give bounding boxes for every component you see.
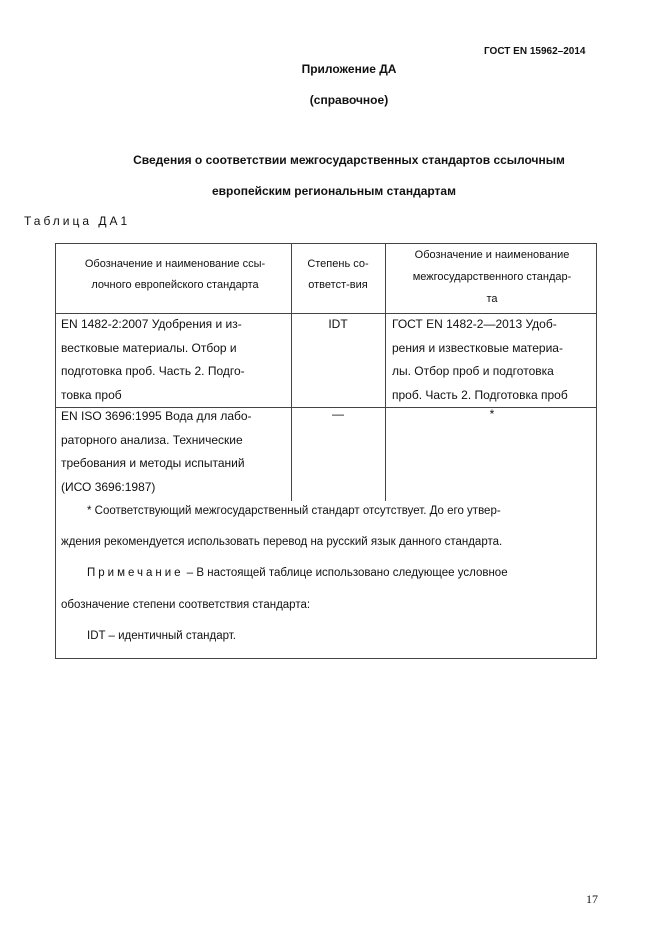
- row1-gost-line: рения и известковые материа-: [392, 340, 563, 355]
- header-col3-line: та: [486, 293, 498, 305]
- header-col1-line: Обозначение и наименование ссы-: [84, 258, 266, 270]
- appendix-note: (справочное): [309, 93, 389, 107]
- row1-gost-line: лы. Отбор проб и подготовка: [392, 364, 554, 378]
- header-col2: [294, 254, 382, 296]
- table-divider-col2: [385, 243, 386, 501]
- table-note: [87, 558, 592, 588]
- appendix-title: Приложение ДА: [301, 62, 397, 76]
- header-col3-line: межгосударственного стандар-: [412, 271, 572, 283]
- row1-standard-line: вестковые материалы. Отбор и: [61, 340, 237, 355]
- row2-standard-line: требования и методы испытаний: [61, 456, 245, 470]
- section-heading-line1: Сведения о соответствии межгосударственных стандартов ссылочным: [133, 153, 565, 167]
- row2-gost: *: [489, 407, 495, 421]
- footnote-line1: * Соответствующий межгосударственный стандарт отсутствует. До его утвер-: [87, 505, 501, 517]
- row2-degree: —: [332, 407, 344, 421]
- row1-gost-line: проб. Часть 2. Подготовка проб: [392, 387, 568, 402]
- table-note-line2: обозначение степени соответствия стандарта:: [61, 599, 311, 611]
- row1-standard-line: EN 1482-2:2007 Удобрения и из-: [61, 317, 242, 331]
- row1-standard-line: товка проб: [61, 387, 122, 402]
- footnote-line2: ждения рекомендуется использовать перевод на русский язык данного стандарта.: [61, 536, 503, 548]
- note-text: – В настоящей таблице использовано следующее условное: [183, 567, 508, 579]
- row2-standard: [61, 405, 289, 499]
- section-heading-line2: европейским региональным стандартам: [212, 184, 456, 198]
- header-col3: [392, 244, 592, 310]
- note-label: Примечание: [87, 567, 184, 579]
- table-caption: Таблица ДА1: [24, 214, 131, 228]
- header-col1-line: лочного европейского стандарта: [91, 279, 259, 291]
- row2-standard-line: раторного анализа. Технические: [61, 432, 243, 447]
- document-code: ГОСТ EN 15962–2014: [484, 46, 586, 57]
- header-col2-line: Степень со-: [307, 258, 369, 270]
- idt-definition: IDT – идентичный стандарт.: [87, 630, 236, 642]
- table-divider-col1: [291, 243, 292, 501]
- row2-standard-line: EN ISO 3696:1995 Вода для лабо-: [61, 409, 252, 423]
- page-number: 17: [586, 892, 598, 906]
- row2-standard-line: (ИСО 3696:1987): [61, 479, 156, 494]
- row1-degree: IDT: [328, 317, 348, 331]
- header-col3-line: Обозначение и наименование: [414, 249, 570, 261]
- row1-gost-line: ГОСТ EN 1482-2—2013 Удоб-: [392, 317, 557, 331]
- header-col1: [61, 254, 289, 296]
- row1-standard: [61, 313, 289, 407]
- row1-gost: [392, 313, 592, 407]
- header-col2-line: ответст-вия: [308, 279, 368, 291]
- row1-standard-line: подготовка проб. Часть 2. Подго-: [61, 364, 245, 378]
